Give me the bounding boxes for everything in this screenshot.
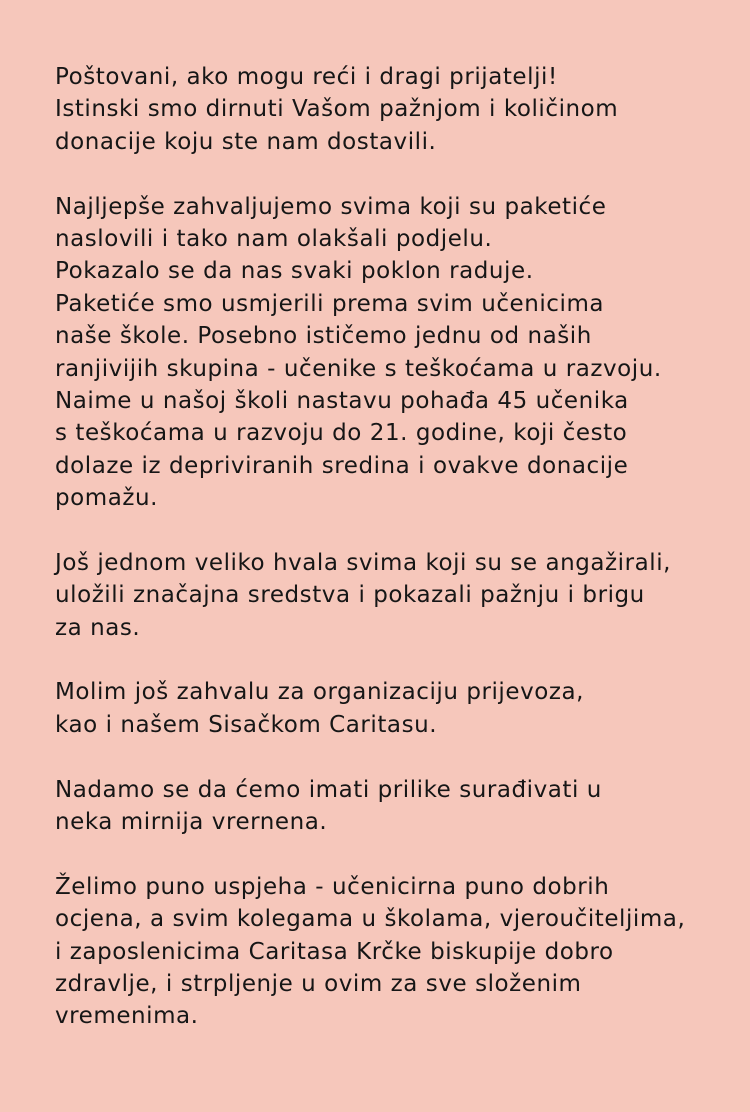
text-line: za nas. (55, 614, 141, 641)
text-line: Paketiće smo usmjerili prema svim učenicima (55, 290, 605, 317)
paragraph-transport (55, 676, 750, 741)
text-line: kao i našem Sisačkom Caritasu. (55, 711, 438, 738)
paragraph-greeting (55, 61, 750, 158)
paragraph-wishes (55, 871, 750, 1033)
text-line: donacije koju ste nam dostavili. (55, 128, 437, 155)
paragraph-cooperation (55, 774, 750, 839)
text-line: Želimo puno uspjeha - učenicirna puno dobrih (55, 873, 610, 900)
text-line: Naime u našoj školi nastavu pohađa 45 učenika (55, 387, 629, 414)
text-line: Nadamo se da ćemo imati prilike surađivati u (55, 776, 602, 803)
text-line: Još jednom veliko hvala svima koji su se angažirali, (55, 549, 671, 576)
text-line: dolaze iz depriviranih sredina i ovakve donacije (55, 452, 629, 479)
text-line: Najljepše zahvaljujemo svima koji su paketiće (55, 193, 607, 220)
text-line: vremenima. (55, 1003, 199, 1030)
text-line: neka mirnija vrernena. (55, 808, 328, 835)
text-line: zdravlje, i strpljenje u ovim za sve složenim (55, 970, 582, 997)
paragraph-appreciation (55, 547, 750, 644)
text-line: Pokazalo se da nas svaki poklon raduje. (55, 258, 534, 285)
text-line: ranjivijih skupina - učenike s teškoćama u razvoju. (55, 355, 662, 382)
paragraph-thanks (55, 191, 750, 515)
text-line: Istinski smo dirnuti Vašom pažnjom i količinom (55, 96, 619, 123)
text-line: ocjena, a svim kolegama u školama, vjeroučiteljima, (55, 906, 686, 933)
text-line: pomažu. (55, 485, 158, 512)
text-line: naše škole. Posebno ističemo jednu od naših (55, 323, 592, 350)
text-line: uložili značajna sredstva i pokazali pažnju i brigu (55, 582, 645, 609)
text-line: s teškoćama u razvoju do 21. godine, koji često (55, 420, 628, 447)
text-line: i zaposlenicima Caritasa Krčke biskupije dobro (55, 938, 614, 965)
text-line: Poštovani, ako mogu reći i dragi prijatelji! (55, 64, 558, 90)
text-line: Molim još zahvalu za organizaciju prijevoza, (55, 679, 584, 706)
text-line: naslovili i tako nam olakšali podjelu. (55, 225, 493, 252)
